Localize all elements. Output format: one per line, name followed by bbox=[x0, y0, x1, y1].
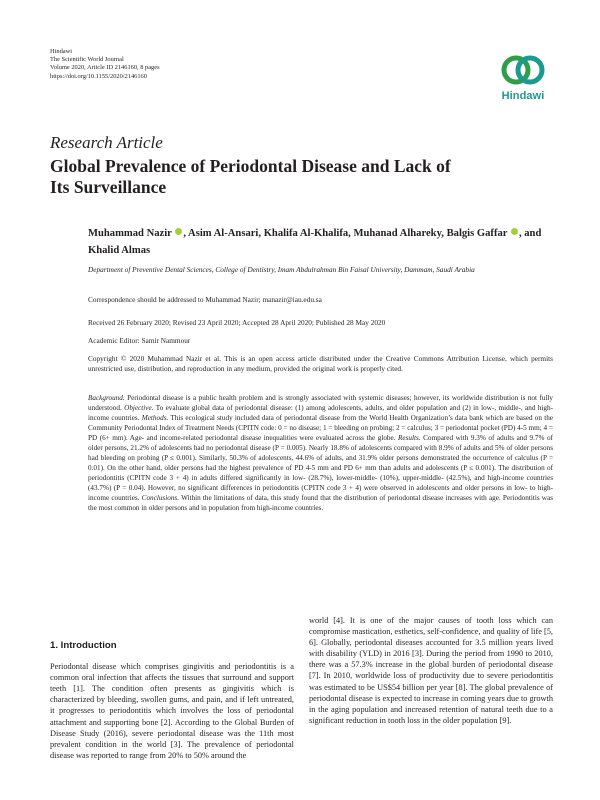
article-type: Research Article bbox=[50, 133, 163, 152]
journal-meta bbox=[50, 48, 160, 81]
hindawi-wordmark: Hindawi bbox=[501, 90, 545, 102]
author-separator: , bbox=[183, 228, 189, 239]
intro-right-column bbox=[309, 615, 553, 726]
abstract-methods: This ecological study included data of periodontal disease from the World Health Organization’s data bank which are based on the Community Periodontal Index of Treatment Needs (CPITN code: 0 = no disease; 1 = bleeding on probing; 2 = calculus; 3 = periodontal pocket (PD) 4-5 mm; 4 = PD (6+ mm). Age- and income-related periodontal disease inequalities were evaluated across the globe. bbox=[88, 414, 553, 442]
intro-paragraph-right: world [4]. It is one of the major causes of tooth loss which can compromise mastication, esthetics, self-confidence, and quality of life [5, 6]. Globally, periodontal diseases accounted for 3.5 million years lived with disability (YLD) in 2016 [3]. During the period from 1990 to 2010, there was a 57.3% increase in the global burden of periodontal disease [7]. In 2010, worldwide loss of productivity due to severe periodontitis was estimated to be US$54 billion per year [8]. The global prevalence of periodontal disease is expected to increase in coming years due to growth in the aging population and increased retention of natural teeth due to a significant reduction in tooth loss in the older population [9]. bbox=[309, 616, 553, 725]
author-name[interactable]: Muhanad Alhareky bbox=[353, 228, 442, 239]
abstract bbox=[88, 393, 553, 513]
article-title: Global Prevalence of Periodontal Disease and Lack of Its Surveillance bbox=[50, 156, 451, 197]
author-name[interactable]: Muhammad Nazir bbox=[88, 228, 172, 239]
author-name[interactable]: Khalid Almas bbox=[88, 244, 151, 256]
academic-editor: Academic Editor: Samir Nammour bbox=[88, 336, 191, 345]
abstract-background: Periodontal disease is a public health problem and is strongly associated with systemic diseases; however, its worldwide distribution is not fully understood. bbox=[88, 394, 553, 412]
journal-doi[interactable]: https://doi.org/10.1155/2020/2146160 bbox=[50, 72, 147, 80]
orcid-icon[interactable] bbox=[511, 228, 518, 235]
section-heading-introduction: 1. Introduction bbox=[50, 640, 117, 651]
abstract-conclusions-label: Conclusions. bbox=[141, 494, 180, 502]
orcid-icon[interactable] bbox=[175, 228, 182, 235]
author-separator: , bbox=[441, 228, 447, 239]
abstract-objective: To evaluate global data of periodontal disease: (1) among adolescents, adults, and older population and (2) in low-, middle-, and high-income countries. bbox=[88, 404, 553, 422]
correspondence: Correspondence should be addressed to Muhammad Nazir; manazir@iau.edu.sa bbox=[88, 295, 322, 304]
intro-left-column bbox=[50, 640, 294, 761]
journal-volume: Volume 2020, Article ID 2146160, 8 pages bbox=[50, 64, 160, 72]
affiliation: Department of Preventive Dental Sciences, College of Dentistry, Imam Abdulrahman Bin Faisal University, Dammam, Saudi Arabia bbox=[88, 265, 475, 274]
author-name[interactable]: Balgis Gaffar bbox=[446, 228, 508, 239]
author-name[interactable]: Khalifa Al-Khalifa bbox=[263, 228, 349, 239]
publisher-name: Hindawi bbox=[50, 48, 73, 55]
article-dates: Received 26 February 2020; Revised 23 April 2020; Accepted 28 April 2020; Published 28 May 2020 bbox=[88, 318, 386, 327]
intro-paragraph-left: Periodontal disease which comprises gingivitis and periodontitis is a common oral infection that affects the tissues that surround and support teeth [1]. The condition often presents as gingivitis which is characterized by bleeding, swollen gums, and pain, and if left untreated, it progresses to periodontitis which involves the loss of periodontal attachment and supporting bone [2]. According to the Global Burden of Disease Study (2016), severe periodontal disease was the 11th most prevalent condition in the world [3]. The prevalence of periodontal disease was reported to range from 20% to 50% around the bbox=[50, 662, 294, 760]
abstract-conclusions: Within the limitations of data, this study found that the distribution of periodontal disease increases with age. Periodontitis was the most common in older persons and in population from high-income countries. bbox=[88, 494, 553, 512]
author-separator: , and bbox=[518, 228, 542, 239]
author-separator: , bbox=[348, 228, 354, 239]
abstract-methods-label: Methods. bbox=[141, 414, 169, 422]
abstract-background-label: Background. bbox=[88, 394, 125, 402]
abstract-results: Compared with 9.3% of adults and 9.7% of older persons, 21.2% of adolescents had no periodontal disease (P = 0.005). Nearly 18.8% of adolescents compared with 8.9% of adults and 5% of older persons had bleeding on probing (P ≤ 0.001). Similarly, 50.3% of adolescents, 44.6% of adults, and 31.9% older persons demonstrated the occurrence of calculus (P = 0.01). On the other hand, older persons had the highest prevalence of PD 4-5 mm and PD 6+ mm than adults and adolescents (P ≤ 0.001). The distribution of periodontitis (CPITN code 3 + 4) in adults differed significantly in low- (28.7%), lower-middle- (10%), upper-middle- (42.5%), and high-income countries (43.7%) (P = 0.04). However, no significant differences in periodontitis (CPITN code 3 + 4) were observed in adolescents and older persons in low- to high-income countries. bbox=[88, 434, 553, 502]
author-name[interactable]: Asim Al-Ansari bbox=[188, 228, 259, 239]
author-list bbox=[88, 226, 553, 259]
abstract-results-label: Results. bbox=[398, 434, 421, 442]
author-separator: , bbox=[258, 228, 264, 239]
abstract-objective-label: Objective. bbox=[124, 404, 154, 412]
journal-name: The Scientific World Journal bbox=[50, 56, 124, 64]
copyright-notice: Copyright © 2020 Muhammad Nazir et al. This is an open access article distributed under the Creative Commons Attribution License, which permits unrestricted use, distribution, and reproduction in any medium, provided the original work is properly cited. bbox=[88, 354, 553, 374]
